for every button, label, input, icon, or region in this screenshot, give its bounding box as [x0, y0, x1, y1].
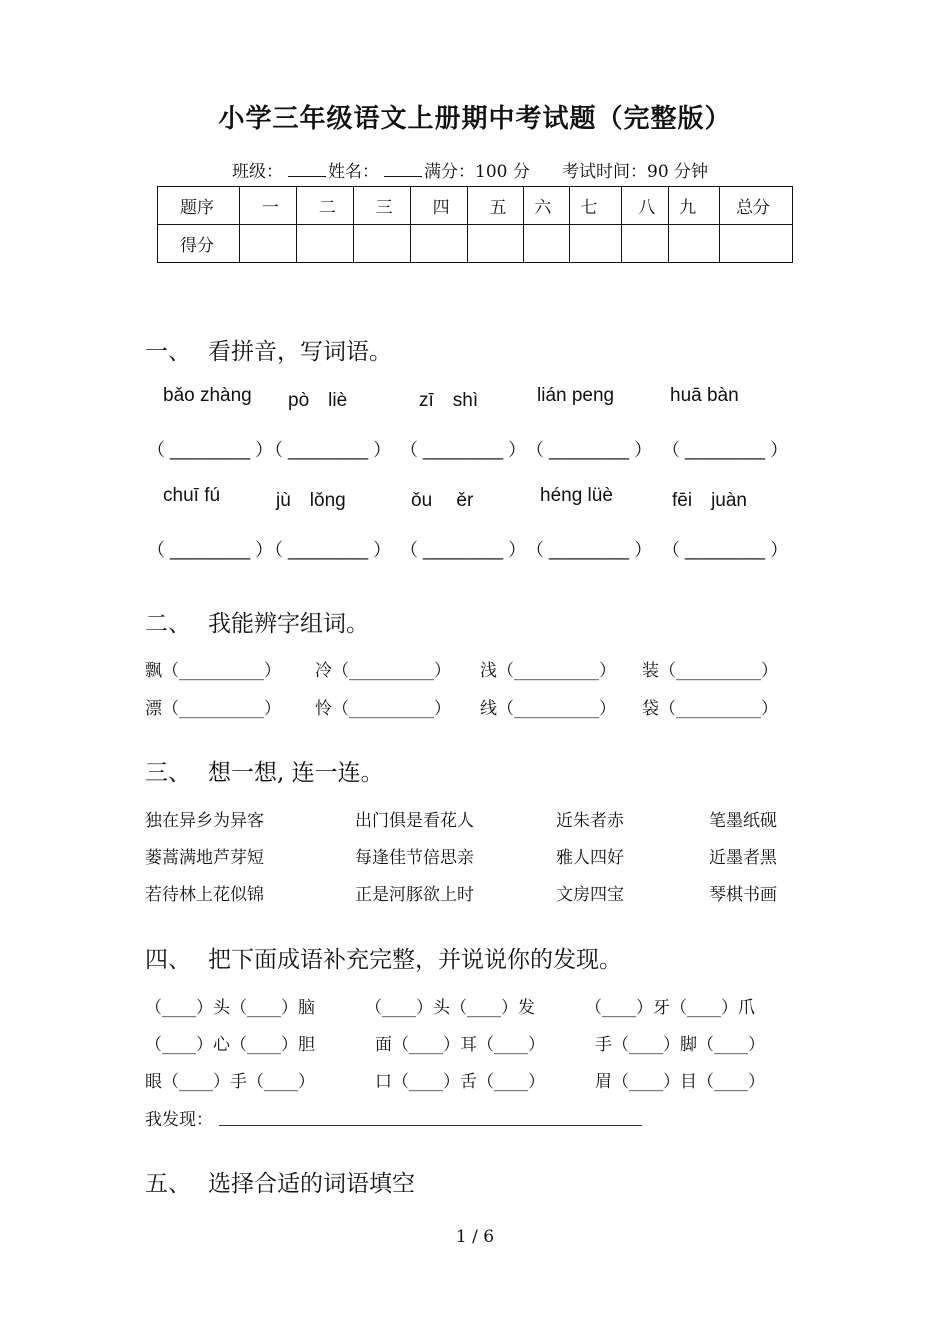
page-title: 小学三年级语文上册期中考试题（完整版）	[218, 104, 732, 134]
class-label: 班级：	[232, 162, 283, 182]
idiom-item[interactable]: 口（____）舌（____）	[375, 1072, 545, 1092]
pinyin: chuī fú	[163, 485, 221, 506]
match-item[interactable]: 雅人四好	[556, 848, 624, 868]
word-item[interactable]: 漂（__________）	[145, 699, 281, 719]
section-4-heading	[145, 941, 622, 974]
answer-blank[interactable]: （ ________ ）	[526, 440, 653, 460]
pinyin: bǎo zhàng	[163, 385, 252, 406]
idiom-item[interactable]: （____）牙（____）爪	[585, 998, 755, 1018]
score-cell[interactable]	[570, 225, 622, 263]
idiom-item[interactable]: 面（____）耳（____）	[375, 1035, 545, 1055]
match-item[interactable]: 文房四宝	[556, 885, 624, 905]
score-cell[interactable]	[353, 225, 410, 263]
score-table-score-row	[158, 225, 793, 263]
section-3-heading	[145, 754, 384, 787]
header-cell: 八	[622, 187, 669, 225]
score-cell[interactable]	[669, 225, 720, 263]
pinyin: jù lǒng	[276, 490, 346, 511]
finding-label: 我发现：	[145, 1110, 213, 1130]
answer-blank[interactable]: （ ________ ）	[662, 440, 789, 460]
idiom-item[interactable]: （____）头（____）脑	[145, 998, 315, 1018]
section-number: 一、	[145, 339, 191, 365]
pinyin: huā bàn	[670, 385, 739, 406]
word-item[interactable]: 装（__________）	[642, 661, 778, 681]
answer-blank[interactable]: （ ________ ）	[662, 540, 789, 560]
score-cell[interactable]	[467, 225, 524, 263]
section-number: 五、	[145, 1171, 191, 1197]
word-item[interactable]: 冷（__________）	[315, 661, 451, 681]
idiom-item[interactable]: （____）头（____）发	[365, 998, 535, 1018]
header-cell: 九	[669, 187, 720, 225]
section-title: 想一想, 连一连。	[208, 760, 384, 786]
full-score: 满分：100 分	[424, 162, 530, 182]
exam-time: 考试时间：90 分钟	[562, 162, 709, 182]
match-item[interactable]: 每逢佳节倍思亲	[355, 848, 474, 868]
word-item[interactable]: 飘（__________）	[145, 661, 281, 681]
idiom-item[interactable]: 眉（____）目（____）	[595, 1072, 765, 1092]
match-item[interactable]: 近墨者黑	[709, 848, 777, 868]
match-item[interactable]: 正是河豚欲上时	[355, 885, 474, 905]
header-cell: 二	[296, 187, 353, 225]
score-cell[interactable]	[239, 225, 296, 263]
section-title: 把下面成语补充完整，并说说你的发现。	[208, 947, 622, 973]
pinyin: lián peng	[537, 385, 615, 406]
section-number: 四、	[145, 947, 191, 973]
idiom-item[interactable]: 眼（____）手（____）	[145, 1072, 315, 1092]
name-field[interactable]	[384, 159, 422, 177]
answer-blank[interactable]: （ ________ ）	[265, 440, 392, 460]
section-1-heading	[145, 333, 392, 366]
header-cell: 一	[239, 187, 296, 225]
header-cell: 题序	[158, 187, 240, 225]
match-item[interactable]: 近朱者赤	[556, 811, 624, 831]
idiom-item[interactable]: （____）心（____）胆	[145, 1035, 315, 1055]
word-item[interactable]: 浅（__________）	[480, 661, 616, 681]
header-cell: 五	[467, 187, 524, 225]
idiom-item[interactable]: 手（____）脚（____）	[595, 1035, 765, 1055]
page-number: 1 / 6	[455, 1227, 495, 1247]
score-cell[interactable]	[720, 225, 793, 263]
word-item[interactable]: 怜（__________）	[315, 699, 451, 719]
header-cell: 六	[524, 187, 570, 225]
section-title: 看拼音，写词语。	[208, 339, 392, 365]
header-cell: 总分	[720, 187, 793, 225]
match-item[interactable]: 琴棋书画	[709, 885, 777, 905]
class-field[interactable]	[288, 159, 326, 177]
match-item[interactable]: 独在异乡为异客	[145, 811, 264, 831]
pinyin: héng lüè	[540, 485, 613, 506]
header-cell: 七	[570, 187, 622, 225]
header-cell: 四	[410, 187, 467, 225]
score-cell[interactable]	[524, 225, 570, 263]
word-item[interactable]: 线（__________）	[480, 699, 616, 719]
section-title: 选择合适的词语填空	[208, 1171, 415, 1197]
score-cell[interactable]	[410, 225, 467, 263]
match-item[interactable]: 笔墨纸砚	[709, 811, 777, 831]
answer-blank[interactable]: （ ________ ）	[147, 540, 274, 560]
answer-blank[interactable]: （ ________ ）	[400, 540, 527, 560]
score-table-header-row	[158, 187, 793, 225]
match-item[interactable]: 出门俱是看花人	[355, 811, 474, 831]
pinyin: zī shì	[419, 390, 479, 411]
pinyin: fēi juàn	[672, 490, 747, 511]
section-2-heading	[145, 605, 369, 638]
row-label: 得分	[158, 225, 240, 263]
word-item[interactable]: 袋（__________）	[642, 699, 778, 719]
section-5-heading	[145, 1165, 415, 1198]
header-cell: 三	[353, 187, 410, 225]
score-cell[interactable]	[296, 225, 353, 263]
score-cell[interactable]	[622, 225, 669, 263]
section-number: 二、	[145, 611, 191, 637]
section-title: 我能辨字组词。	[208, 611, 369, 637]
match-item[interactable]: 若待林上花似锦	[145, 885, 264, 905]
match-item[interactable]: 蒌蒿满地芦芽短	[145, 848, 264, 868]
pinyin: pò liè	[288, 390, 348, 411]
score-table	[157, 186, 793, 263]
section-number: 三、	[145, 760, 191, 786]
pinyin: ǒu ěr	[411, 490, 474, 511]
finding-answer-line[interactable]	[219, 1108, 642, 1126]
name-label: 姓名：	[328, 162, 379, 182]
answer-blank[interactable]: （ ________ ）	[400, 440, 527, 460]
answer-blank[interactable]: （ ________ ）	[526, 540, 653, 560]
answer-blank[interactable]: （ ________ ）	[147, 440, 274, 460]
answer-blank[interactable]: （ ________ ）	[265, 540, 392, 560]
